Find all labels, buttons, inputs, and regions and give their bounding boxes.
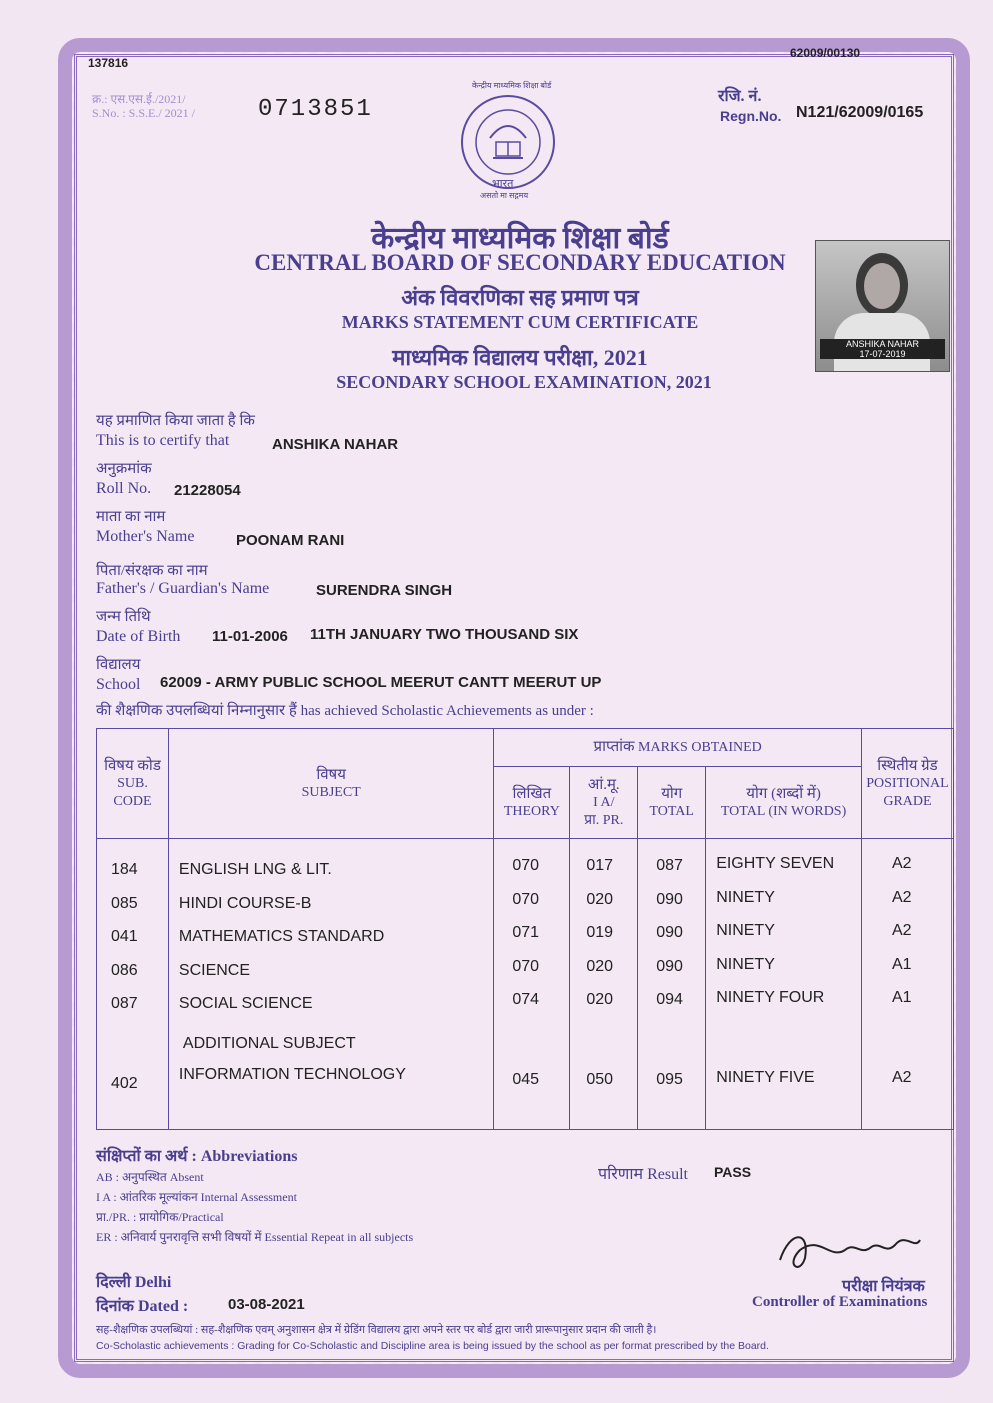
dob-label-hindi: जन्म तिथि (96, 609, 151, 625)
serial-label-english: S.No. : S.S.E./ 2021 / (92, 106, 196, 120)
roll-label-hindi: अनुक्रमांक (96, 461, 152, 477)
certify-label-hindi: यह प्रमाणित किया जाता है कि (96, 413, 255, 429)
student-name: ANSHIKA NAHAR (272, 436, 399, 453)
certificate-title: MARKS STATEMENT CUM CERTIFICATE (341, 312, 699, 332)
board-title: CENTRAL BOARD OF SECONDARY EDUCATION (254, 250, 786, 275)
subject-name: ENGLISH LNG & LIT. (178, 861, 332, 878)
mother-label: Mother's Name (96, 528, 195, 545)
col-ia: 017 020 019 020 020 050 (570, 839, 638, 1130)
abbr-essential-repeat: ER : अनिवार्य पुनरावृत्ति सभी विषयों में Essential Repeat in all subjects (96, 1230, 414, 1244)
marks-table (96, 728, 954, 1130)
mother-label-hindi: माता का नाम (96, 509, 166, 525)
abbr-practical: प्रा./PR. : प्रायोगिक/Practical (96, 1210, 224, 1224)
subject-name: SCIENCE (178, 961, 251, 979)
header-total-words: योग (शब्दों में) TOTAL (IN WORDS) (706, 767, 862, 839)
header-ia: आं.मू. I A/ प्रा. PR. (570, 767, 638, 839)
col-theory: 070 070 071 070 074 045 (494, 839, 570, 1130)
header-marks-obtained: प्राप्तांक MARKS OBTAINED (494, 729, 862, 767)
header-grade: स्थितीय ग्रेड POSITIONAL GRADE (861, 729, 953, 839)
additional-subject-heading: ADDITIONAL SUBJECT (182, 1034, 356, 1052)
abbr-absent: AB : अनुपस्थित Absent (96, 1170, 204, 1184)
abbr-internal-assessment: I A : आंतरिक मूल्यांकन Internal Assessment (96, 1190, 297, 1204)
col-grade: A2 A2 A2 A1 A1 A2 (861, 839, 953, 1130)
photo-caption-date: 17-07-2019 (859, 349, 906, 359)
exam-title-hindi: माध्यमिक विद्यालय परीक्षा, 2021 (392, 345, 648, 370)
regn-label: Regn.No. (720, 108, 782, 124)
col-total: 087 090 090 090 094 095 (638, 839, 706, 1130)
date-value: 03-08-2021 (228, 1296, 305, 1313)
regn-label-hindi: रजि. नं. (718, 88, 762, 105)
school-label-hindi: विद्यालय (96, 657, 141, 673)
roll-number: 21228054 (174, 482, 241, 499)
board-title-hindi: केन्द्रीय माध्यमिक शिक्षा बोर्ड (371, 222, 669, 255)
photo-caption (820, 339, 945, 359)
col-total-words: EIGHTY SEVEN NINETY NINETY NINETY NINETY FOUR NINETY FIVE (706, 839, 862, 1130)
regn-number: N121/62009/0165 (796, 104, 924, 121)
table-row: 086 (111, 961, 138, 979)
result-value: PASS (714, 1164, 752, 1180)
footer-note-hindi: सह-शैक्षणिक उपलब्धियां : सह-शैक्षणिक एवम् अनुशासन क्षेत्र में ग्रेडिंग विद्यालय द्वारा अपने स्तर पर बोर्ड द्वारा जारी प्रारूपानुसार प्रदान की जाती है। (96, 1324, 657, 1336)
seal-motto: असतो मा सद्गमय (480, 191, 529, 200)
header-sub-code: विषय कोड SUB. CODE (97, 729, 169, 839)
table-row: 087 (111, 995, 138, 1012)
serial-number: 0713851 (258, 96, 373, 123)
subject-name: HINDI COURSE-B (178, 894, 312, 912)
serial-label (92, 92, 195, 120)
result-label: परिणाम Result (598, 1166, 688, 1183)
table-row: 085 (111, 894, 138, 912)
col-codes (97, 839, 169, 1130)
student-photo (815, 240, 950, 372)
certify-label: This is to certify that (96, 432, 230, 449)
seal-ring-text: केन्द्रीय माध्यमिक शिक्षा बोर्ड (472, 81, 552, 90)
header-theory: लिखित THEORY (494, 767, 570, 839)
abbreviations-title: संक्षिप्तों का अर्थ : Abbreviations (96, 1148, 298, 1165)
roll-label: Roll No. (96, 480, 152, 497)
serial-label-hindi: क्र.: एस.एस.ई./2021/ (92, 92, 186, 106)
dob-label: Date of Birth (96, 628, 181, 645)
table-row: 041 (111, 928, 138, 945)
dob-in-words: 11TH JANUARY TWO THOUSAND SIX (310, 626, 579, 643)
achievements-intro-hindi: की शैक्षणिक उपलब्धियां निम्नानुसार हैं (96, 703, 297, 719)
dob-value: 11-01-2006 (212, 628, 288, 645)
father-name: SURENDRA SINGH (316, 582, 453, 599)
controller-label-hindi: परीक्षा नियंत्रक (842, 1278, 925, 1295)
school-label: School (96, 676, 141, 693)
controller-label: Controller of Examinations (752, 1294, 928, 1310)
header-total: योग TOTAL (638, 767, 706, 839)
achievements-intro (96, 700, 594, 720)
date-label: दिनांक Dated : (96, 1298, 189, 1315)
photo-caption-name: ANSHIKA NAHAR (845, 339, 920, 349)
signature (770, 1220, 930, 1280)
footer-note: Co-Scholastic achievements : Grading for Co-Scholastic and Discipline area is being issued by the school as per format prescribed by the Board. (96, 1340, 769, 1352)
school-value: 62009 - ARMY PUBLIC SCHOOL MEERUT CANTT MEERUT UP (160, 674, 602, 691)
subject-name: INFORMATION TECHNOLOGY (178, 1065, 406, 1083)
father-label-hindi: पिता/संरक्षक का नाम (96, 563, 208, 579)
exam-title: SECONDARY SCHOOL EXAMINATION, 2021 (336, 372, 712, 392)
father-label: Father's / Guardian's Name (96, 580, 270, 597)
header-subject: विषय SUBJECT (168, 729, 493, 839)
top-right-number: 62009/00130 (790, 46, 861, 60)
subject-name: MATHEMATICS STANDARD (178, 928, 385, 945)
seal-country-text: भारत (492, 178, 514, 190)
place: दिल्ली Delhi (96, 1274, 172, 1291)
subject-name: SOCIAL SCIENCE (178, 995, 313, 1012)
col-subjects (168, 839, 493, 1130)
top-left-number: 137816 (88, 56, 129, 70)
table-row: 184 (111, 861, 138, 878)
achievements-intro-english: has achieved Scholastic Achievements as under : (300, 703, 594, 719)
table-row: 402 (111, 1074, 138, 1092)
mother-name: POONAM RANI (236, 532, 345, 549)
certificate-title-hindi: अंक विवरणिका सह प्रमाण पत्र (401, 285, 639, 310)
